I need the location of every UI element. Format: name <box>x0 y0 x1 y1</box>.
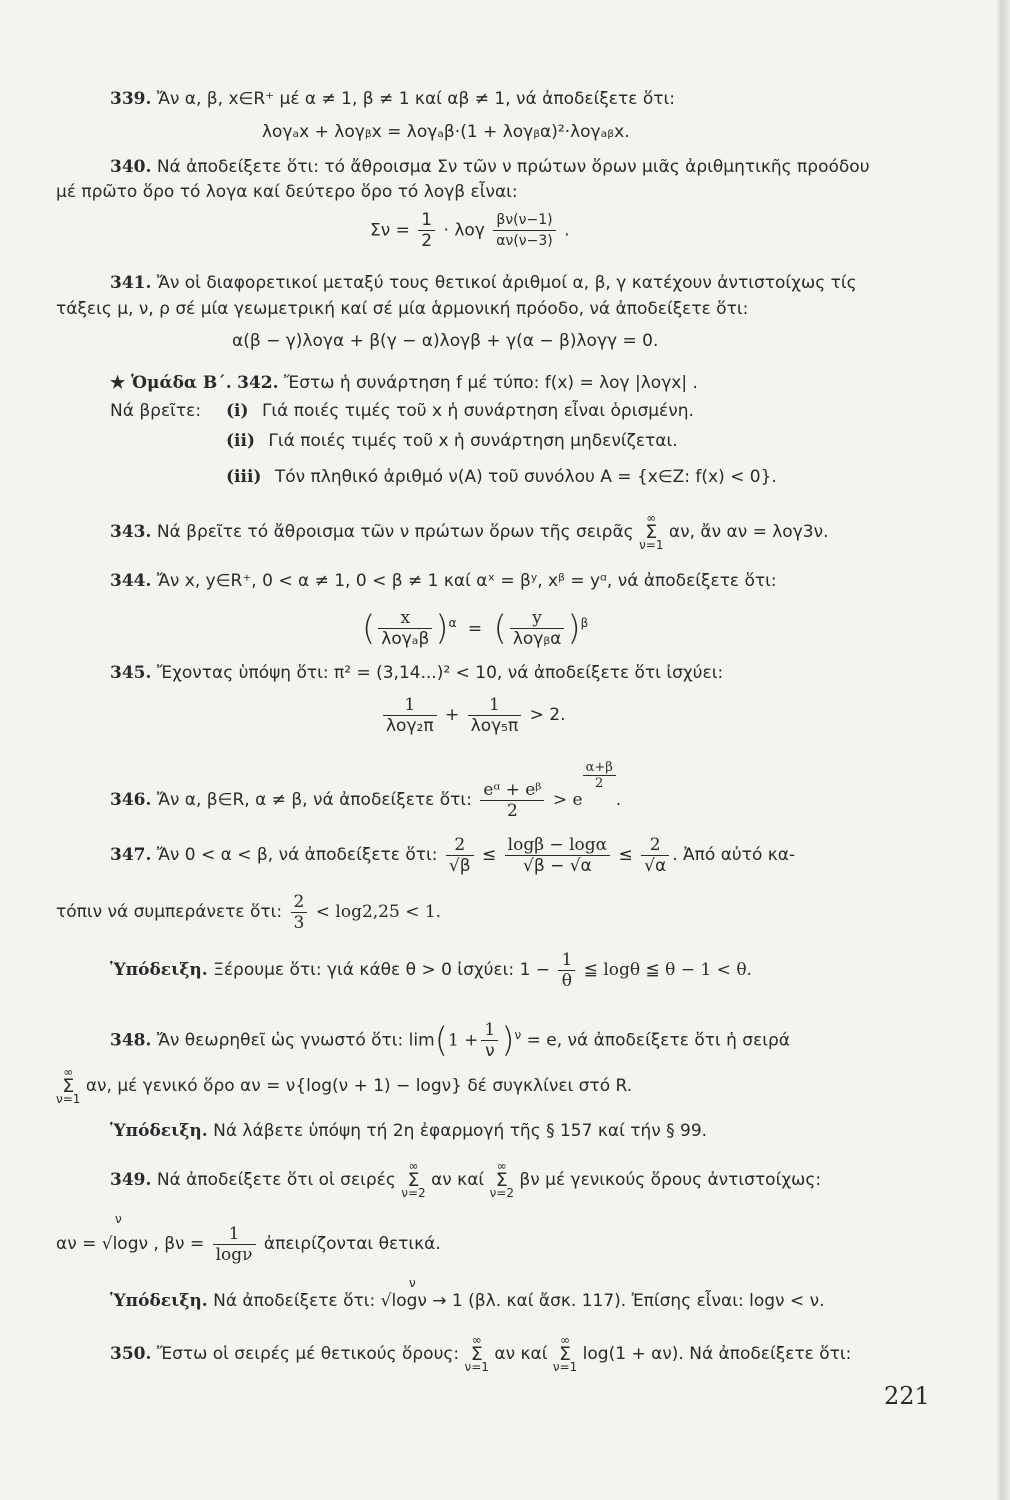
right-paren: ) <box>567 608 581 649</box>
sum-lower: ν=1 <box>552 1360 578 1374</box>
exercise-339 <box>110 88 675 110</box>
hint-label: Ὑπόδειξη. <box>110 1291 208 1311</box>
item-iii <box>226 466 777 488</box>
hint-text: Νά ἀποδείξετε ὅτι: √logν → 1 (βλ. καί ἄσκ. 117). Ἐπίσης εἶναι: logν < ν. <box>213 1291 825 1311</box>
sum-lower: ν=2 <box>489 1186 514 1200</box>
exponent-fraction <box>583 760 616 791</box>
formula-lhs: Σν = <box>370 220 410 241</box>
exercise-text-mid: αν καί <box>494 1344 548 1364</box>
fraction <box>378 608 432 649</box>
root-index: ν <box>409 1276 416 1290</box>
numerator: 1 <box>481 1020 498 1041</box>
inequality-rhs: > 2. <box>529 705 566 725</box>
sigma-symbol: ∞ Σ ν=1 <box>639 511 664 552</box>
fraction <box>493 210 555 251</box>
fraction <box>641 835 669 876</box>
item-label: (i) <box>226 401 249 421</box>
numerator: α+β <box>583 760 616 776</box>
formula-341: α(β − γ)λογα + β(γ − α)λογβ + γ(α − β)λογγ = 0. <box>232 331 659 351</box>
page-edge-shadow <box>996 0 1010 1500</box>
conclusion-text: τόπιν νά συμπεράνετε ὅτι: <box>56 902 283 922</box>
exercise-text: Ἄν θεωρηθεῖ ὡς γνωστό ὅτι: lim <box>156 1030 435 1051</box>
denominator: λογ₂π <box>386 715 434 736</box>
hint-348 <box>110 1120 707 1142</box>
numerator: 1 <box>213 1224 256 1245</box>
fraction <box>291 892 308 933</box>
exercise-text: Ἄν α, β∈R, α ≠ β, νά ἀποδείξετε ὅτι: <box>156 790 472 810</box>
numerator: eᵅ + eᵝ <box>480 780 544 801</box>
exercise-number: 342. <box>237 373 279 393</box>
exponent: α <box>448 616 457 630</box>
period: . <box>615 790 622 810</box>
exercise-number: 345. <box>110 663 152 683</box>
hint-inequality: ≦ logθ ≦ θ − 1 < θ. <box>583 960 752 980</box>
denominator: αν(ν−3) <box>496 233 553 249</box>
exercise-number: 339. <box>110 89 152 109</box>
hint-text: Νά λάβετε ὑπόψη τή 2η ἐφαρμογή τῆς § 157 καί τήν § 99. <box>213 1121 708 1141</box>
exponent: β <box>580 616 589 630</box>
exercise-text: αν, μέ γενικό ὅρο αν = ν{log(ν + 1) − logν} δέ συγκλίνει στό R. <box>85 1076 633 1096</box>
inequality-rhs: > e <box>552 790 583 810</box>
item-text: Γιά ποιές τιμές τοῦ x ἡ συνάρτηση εἶναι ὁρισμένη. <box>261 401 694 421</box>
numerator: 1 <box>468 695 522 716</box>
numerator: 1 <box>418 210 435 231</box>
exercise-348-line2 <box>56 1066 632 1106</box>
exercise-342-find: Νά βρεῖτε: <box>110 401 202 421</box>
exercise-text: Ἄν οἱ διαφορετικοί μεταξύ τους θετικοί ἀριθμοί α, β, γ κατέχουν ἀντιστοίχως τίς <box>156 273 857 293</box>
left-paren: ( <box>434 1020 448 1061</box>
sigma-symbol: ∞ Σ ν=2 <box>489 1159 514 1200</box>
exercise-348 <box>110 1010 790 1066</box>
sum-upper: ∞ <box>63 1065 74 1079</box>
denominator: 2 <box>595 776 604 791</box>
formula-345 <box>380 692 566 738</box>
period: . <box>564 220 570 241</box>
hint-349 <box>110 1290 824 1312</box>
exercise-344 <box>110 570 777 592</box>
exercise-number: 344. <box>110 571 152 591</box>
fraction <box>510 608 565 649</box>
fraction <box>446 835 474 876</box>
exercise-340 <box>110 156 870 178</box>
item-label: (ii) <box>226 431 256 451</box>
exercise-345 <box>110 662 723 684</box>
log-term: · λογ <box>443 220 485 241</box>
exercise-341 <box>110 272 857 294</box>
left-paren: ( <box>493 608 507 649</box>
fraction <box>468 695 522 736</box>
item-ii <box>226 430 678 452</box>
sigma-symbol: ∞ Σ ν=1 <box>56 1065 81 1106</box>
formula-339: λογₐx + λογᵦx = λογₐβ·(1 + λογᵦα)²·λογₐᵦx. <box>262 122 630 142</box>
exercise-number: 350. <box>110 1344 152 1364</box>
exercise-text-end: ἀπειρίζονται θετικά. <box>263 1234 441 1254</box>
exercise-346 <box>110 760 621 825</box>
denominator: √β − √α <box>522 855 592 876</box>
sum-upper: ∞ <box>408 1159 419 1173</box>
root-index: ν <box>115 1212 122 1226</box>
numerator: 2 <box>446 835 474 856</box>
item-label: (iii) <box>226 467 262 487</box>
hint-label: Ὑπόδειξη. <box>110 960 208 980</box>
fraction <box>558 950 575 991</box>
le-sign: ≤ <box>481 845 497 865</box>
denominator: √β <box>448 855 471 876</box>
page-number: 221 <box>884 1382 930 1410</box>
denominator: 2 <box>421 231 433 251</box>
numerator: x <box>378 608 432 629</box>
exercise-text-end: βν μέ γενικούς ὅρους ἀντιστοίχως: <box>519 1170 822 1190</box>
exercise-text: Νά ἀποδείξετε ὅτι οἱ σειρές <box>156 1170 396 1190</box>
sigma-symbol: ∞ Σ ν=1 <box>464 1333 489 1374</box>
denominator: λογ₅π <box>470 715 519 736</box>
le-sign: ≤ <box>618 845 633 865</box>
conclusion-inequality: < log2,25 < 1. <box>315 902 442 922</box>
exercise-text-end: log(1 + αν). Νά ἀποδείξετε ὅτι: <box>582 1344 852 1364</box>
exercise-text: Ἔστω ἡ συνάρτηση f μέ τύπο: f(x) = λογ |λογx| . <box>283 373 698 393</box>
numerator: logβ − logα <box>505 835 610 856</box>
formula-340 <box>370 210 570 251</box>
exercise-340-line2: μέ πρῶτο ὅρο τό λογα καί δεύτερο ὅρο τό λογβ εἶναι: <box>56 182 518 202</box>
exercise-341-line2: τάξεις μ, ν, ρ σέ μία γεωμετρική καί σέ μία ἁρμονική πρόοδο, νά ἀποδείξετε ὅτι: <box>56 299 749 319</box>
equals-sign: = <box>467 618 483 639</box>
numerator: 2 <box>641 835 669 856</box>
exercise-342 <box>110 372 698 394</box>
exponent: ν <box>514 1028 522 1042</box>
fraction <box>213 1224 256 1265</box>
fraction <box>383 695 437 736</box>
exercise-text-end: = e, νά ἀποδείξετε ὅτι ἡ σειρά <box>526 1030 791 1051</box>
exercise-349-line2 <box>56 1222 441 1266</box>
exercise-number: 348. <box>110 1030 152 1051</box>
right-paren: ) <box>501 1020 515 1061</box>
sum-upper: ∞ <box>471 1333 482 1347</box>
fraction <box>418 210 435 251</box>
fraction <box>481 1020 498 1061</box>
exercise-number: 349. <box>110 1170 152 1190</box>
exercise-text: Νά βρεῖτε τό ἄθροισμα τῶν ν πρώτων ὅρων τῆς σειρᾶς <box>156 522 634 542</box>
left-paren: ( <box>362 608 376 649</box>
exercise-350 <box>110 1334 851 1374</box>
fraction <box>505 835 610 876</box>
exercise-number: 341. <box>110 273 152 293</box>
exercise-347 <box>110 830 795 880</box>
sum-lower: ν=1 <box>639 538 664 552</box>
denominator: 2 <box>506 800 518 821</box>
denominator: λογₐβ <box>381 629 430 650</box>
one-plus: 1 + <box>447 1030 479 1051</box>
exercise-text: Ἔστω οἱ σειρές μέ θετικούς ὅρους: <box>156 1344 460 1364</box>
exercise-text: Νά ἀποδείξετε ὅτι: τό ἄθροισμα Σν τῶν ν πρώτων ὅρων μιᾶς ἀριθμητικῆς προόδου <box>156 157 870 177</box>
exercise-text-end: . Ἀπό αὐτό κα- <box>672 845 796 865</box>
exercise-343 <box>110 512 828 552</box>
sum-lower: ν=1 <box>56 1092 81 1106</box>
numerator: βν(ν−1) <box>493 210 555 231</box>
denominator: 3 <box>293 912 305 933</box>
hint-347 <box>110 948 752 992</box>
item-i <box>226 400 694 422</box>
sum-upper: ∞ <box>560 1333 571 1347</box>
denominator: √α <box>644 855 667 876</box>
plus-sign: + <box>444 705 460 725</box>
sequence-definition: αν = √logν , βν = <box>56 1234 205 1254</box>
exercise-text-end: αν, ἄν αν = λογ3ν. <box>668 522 829 542</box>
numerator: 1 <box>383 695 437 716</box>
exercise-text: Ἔχοντας ὑπόψη ὅτι: π² = (3,14...)² < 10, νά ἀποδείξετε ὅτι ἰσχύει: <box>156 663 724 683</box>
numerator: 1 <box>558 950 575 971</box>
sigma-symbol: ∞ Σ ν=1 <box>552 1333 578 1374</box>
numerator: y <box>510 608 565 629</box>
exercise-text-mid: αν καί <box>431 1170 485 1190</box>
denominator: ν <box>485 1041 495 1062</box>
denominator: θ <box>561 970 572 991</box>
exercise-number: 343. <box>110 522 152 542</box>
group-heading: ★ Ὁμάδα Β΄. <box>110 373 232 393</box>
sigma-symbol: ∞ Σ ν=2 <box>401 1159 426 1200</box>
exercise-text: Ἄν α, β, x∈R⁺ μέ α ≠ 1, β ≠ 1 καί αβ ≠ 1, νά ἀποδείξετε ὅτι: <box>156 89 675 109</box>
fraction <box>480 780 544 821</box>
formula-344 <box>362 600 588 652</box>
item-text: Γιά ποιές τιμές τοῦ x ἡ συνάρτηση μηδενίζεται. <box>268 431 678 451</box>
sum-lower: ν=2 <box>401 1186 426 1200</box>
right-paren: ) <box>435 608 449 649</box>
hint-label: Ὑπόδειξη. <box>110 1121 208 1141</box>
exercise-number: 347. <box>110 845 152 865</box>
exercise-number: 346. <box>110 790 152 810</box>
denominator: λογᵦα <box>512 629 562 650</box>
sum-lower: ν=1 <box>464 1360 489 1374</box>
exercise-347-line2 <box>56 890 441 934</box>
item-text: Τόν πληθικό ἀριθμό ν(Α) τοῦ συνόλου Α = {x∈Z: f(x) < 0}. <box>274 467 777 487</box>
sum-upper: ∞ <box>496 1159 507 1173</box>
denominator: logν <box>215 1244 253 1265</box>
exercise-349 <box>110 1160 821 1200</box>
exercise-text: Ἄν 0 < α < β, νά ἀποδείξετε ὅτι: <box>156 845 438 865</box>
exercise-text: Ἄν x, y∈R⁺, 0 < α ≠ 1, 0 < β ≠ 1 καί αˣ = βʸ, xᵝ = yᵅ, νά ἀποδείξετε ὅτι: <box>156 571 777 591</box>
exercise-number: 340. <box>110 157 152 177</box>
numerator: 2 <box>291 892 308 913</box>
sum-upper: ∞ <box>646 511 657 525</box>
hint-text: Ξέρουμε ὅτι: γιά κάθε θ > 0 ἰσχύει: 1 − <box>213 960 551 980</box>
